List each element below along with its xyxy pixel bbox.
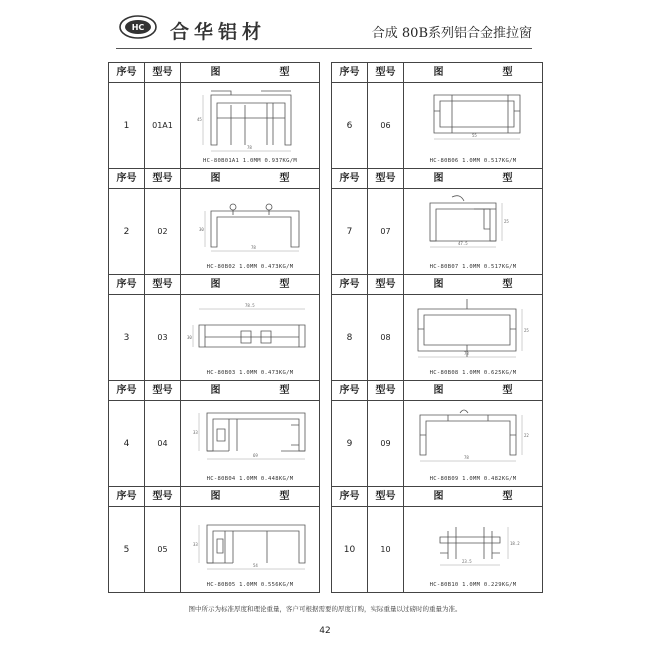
table-header-row (332, 487, 542, 507)
model-number: 03 (145, 295, 181, 380)
drawing-header-char-2: 型 (279, 385, 290, 396)
drawing-header (404, 487, 542, 506)
profile-caption: HC-80B10 1.0MM 0.229KG/M (429, 582, 517, 588)
logo-text: HC (131, 23, 145, 32)
dim-label: 30 (199, 227, 204, 232)
page-header (116, 10, 532, 49)
profile-cross-section (181, 83, 321, 155)
seq-header: 序号 (332, 487, 368, 506)
drawing-header-char-2: 型 (279, 67, 290, 78)
drawing-header (181, 63, 319, 82)
profile-table-right (331, 62, 543, 593)
profile-cross-section (404, 507, 544, 579)
drawing-header-char-1: 图 (210, 173, 221, 184)
seq-header: 序号 (332, 275, 368, 294)
drawing-header (404, 381, 542, 400)
company-logo (118, 14, 158, 40)
drawing-header-char-1: 图 (210, 491, 221, 502)
drawing-header-char-2: 型 (502, 385, 513, 396)
model-number: 06 (368, 83, 404, 168)
seq-header: 序号 (332, 381, 368, 400)
table-header-row (109, 63, 319, 83)
dim-label: 33 (193, 430, 198, 435)
profile-table-left (108, 62, 320, 593)
drawing-header-char-1: 图 (433, 385, 444, 396)
model-header: 型号 (368, 275, 404, 294)
profile-caption: HC-80B03 1.0MM 0.473KG/M (206, 370, 294, 376)
drawing-header (181, 275, 319, 294)
profile-row (109, 507, 319, 593)
drawing-header (404, 275, 542, 294)
profile-drawing-cell (181, 189, 319, 274)
footnote: 图中所示为标准厚度和理论重量，客户可根据需要的厚度订购，实际重量以过磅时的重量为准。 (188, 605, 462, 613)
table-header-row (109, 169, 319, 189)
dim-label: 78 (251, 245, 256, 250)
dim-label: 25 (504, 219, 509, 224)
profile-caption: HC-80B01A1 1.0MM 0.937KG/M (203, 158, 297, 164)
profile-row (109, 295, 319, 381)
seq-number: 1 (109, 83, 145, 168)
seq-number: 5 (109, 507, 145, 592)
profile-row (332, 507, 542, 593)
model-header: 型号 (145, 275, 181, 294)
model-number: 05 (145, 507, 181, 592)
seq-header: 序号 (109, 275, 145, 294)
table-header-row (332, 63, 542, 83)
dim-label: 73 (464, 351, 469, 356)
drawing-header-char-2: 型 (502, 279, 513, 290)
drawing-header-char-1: 图 (210, 385, 221, 396)
profile-caption: HC-80B07 1.0MM 0.517KG/M (429, 264, 517, 270)
dim-label: 22 (524, 433, 529, 438)
drawing-header-char-2: 型 (502, 67, 513, 78)
dim-label: 47.5 (458, 241, 468, 246)
drawing-header-char-1: 图 (433, 67, 444, 78)
seq-header: 序号 (332, 169, 368, 188)
model-number: 10 (368, 507, 404, 592)
drawing-header-char-2: 型 (502, 491, 513, 502)
profile-drawing-cell (181, 295, 319, 380)
page-number: 42 (319, 626, 331, 636)
profile-cross-section (404, 401, 544, 473)
profile-caption: HC-80B04 1.0MM 0.448KG/M (206, 476, 294, 482)
seq-number: 4 (109, 401, 145, 486)
profile-row (109, 83, 319, 169)
dim-label: 78 (247, 145, 252, 150)
seq-header: 序号 (109, 487, 145, 506)
drawing-header-char-1: 图 (210, 279, 221, 290)
drawing-header (404, 63, 542, 82)
profile-drawing-cell (181, 401, 319, 486)
model-header: 型号 (368, 487, 404, 506)
dim-label: 30 (187, 335, 192, 340)
model-header: 型号 (145, 487, 181, 506)
model-number: 01A1 (145, 83, 181, 168)
model-header: 型号 (145, 381, 181, 400)
dim-label: 69 (253, 453, 258, 458)
seq-number: 2 (109, 189, 145, 274)
page-title: 合成 80B系列铝合金推拉窗 (371, 26, 532, 41)
table-header-row (332, 169, 542, 189)
brand-name: 合华铝材 (170, 21, 267, 43)
table-header-row (332, 275, 542, 295)
model-number: 08 (368, 295, 404, 380)
seq-header: 序号 (332, 63, 368, 82)
dim-label: 78.5 (245, 303, 255, 308)
seq-number: 7 (332, 189, 368, 274)
model-number: 04 (145, 401, 181, 486)
drawing-header-char-1: 图 (433, 491, 444, 502)
profile-drawing-cell (404, 295, 542, 380)
dim-label: 55 (472, 133, 477, 138)
seq-header: 序号 (109, 381, 145, 400)
model-number: 02 (145, 189, 181, 274)
drawing-header (404, 169, 542, 188)
profile-cross-section (181, 295, 321, 367)
model-header: 型号 (368, 169, 404, 188)
dim-label: 78 (464, 455, 469, 460)
model-header: 型号 (368, 63, 404, 82)
profile-drawing-cell (404, 401, 542, 486)
profile-cross-section (404, 189, 544, 261)
profile-cross-section (181, 507, 321, 579)
dim-label: 33 (193, 542, 198, 547)
dim-label: 45 (197, 117, 202, 122)
drawing-header (181, 487, 319, 506)
drawing-header-char-2: 型 (279, 173, 290, 184)
profile-drawing-cell (404, 507, 542, 592)
seq-number: 3 (109, 295, 145, 380)
table-header-row (109, 487, 319, 507)
seq-number: 6 (332, 83, 368, 168)
profile-caption: HC-80B02 1.0MM 0.473KG/M (206, 264, 294, 270)
drawing-header-char-2: 型 (279, 491, 290, 502)
seq-header: 序号 (109, 63, 145, 82)
seq-number: 8 (332, 295, 368, 380)
profile-drawing-cell (181, 507, 319, 592)
profile-row (109, 189, 319, 275)
profile-cross-section (181, 401, 321, 473)
profile-caption: HC-80B09 1.0MM 0.482KG/M (429, 476, 517, 482)
model-header: 型号 (145, 63, 181, 82)
profile-cross-section (404, 295, 544, 367)
drawing-header (181, 381, 319, 400)
profile-drawing-cell (404, 83, 542, 168)
drawing-header-char-2: 型 (279, 279, 290, 290)
dim-label: 18.2 (510, 541, 520, 546)
dim-label: 25 (524, 328, 529, 333)
profile-row (109, 401, 319, 487)
profile-row (332, 295, 542, 381)
drawing-header-char-2: 型 (502, 173, 513, 184)
drawing-header-char-1: 图 (433, 279, 444, 290)
seq-header: 序号 (109, 169, 145, 188)
seq-number: 9 (332, 401, 368, 486)
table-header-row (109, 275, 319, 295)
dim-label: 23.5 (462, 559, 472, 564)
table-header-row (109, 381, 319, 401)
model-header: 型号 (368, 381, 404, 400)
profile-caption: HC-80B08 1.0MM 0.625KG/M (429, 370, 517, 376)
dim-label: 54 (253, 563, 258, 568)
seq-number: 10 (332, 507, 368, 592)
profile-caption: HC-80B06 1.0MM 0.517KG/M (429, 158, 517, 164)
model-number: 07 (368, 189, 404, 274)
profile-drawing-cell (181, 83, 319, 168)
drawing-header-char-1: 图 (433, 173, 444, 184)
profile-row (332, 83, 542, 169)
profile-caption: HC-80B05 1.0MM 0.556KG/M (206, 582, 294, 588)
model-number: 09 (368, 401, 404, 486)
profile-row (332, 189, 542, 275)
drawing-header (181, 169, 319, 188)
profile-cross-section (181, 189, 321, 261)
profile-cross-section (404, 83, 544, 155)
model-header: 型号 (145, 169, 181, 188)
drawing-header-char-1: 图 (210, 67, 221, 78)
table-header-row (332, 381, 542, 401)
profile-drawing-cell (404, 189, 542, 274)
profile-row (332, 401, 542, 487)
